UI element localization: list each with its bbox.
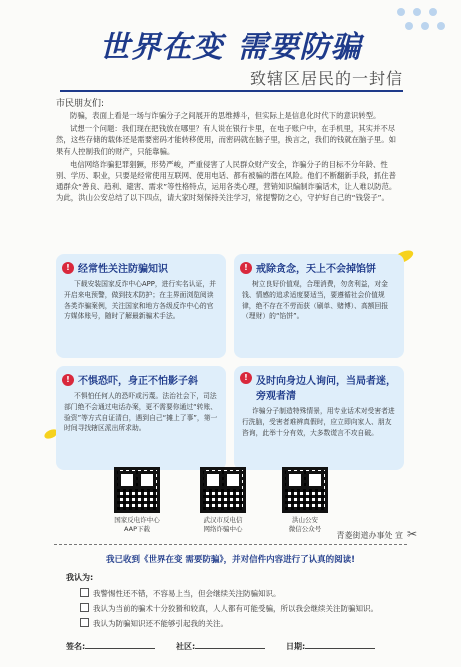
- title-part-1: 世界在变: [99, 30, 224, 65]
- letter-greeting: 市民朋友们:: [56, 99, 105, 109]
- date-label: 日期:: [286, 642, 306, 651]
- tip-card-intimidation: [56, 366, 226, 470]
- alert-icon: !: [62, 262, 74, 274]
- receipt-opinion-label: 我认为:: [66, 573, 94, 582]
- community-field[interactable]: [195, 640, 265, 649]
- qr-wuhan-center[interactable]: [196, 467, 250, 534]
- receipt-option[interactable]: 我警惕性还不错，不容易上当，但会继续关注防骗知识。: [80, 586, 378, 601]
- tip-body: 下载安装国家反诈中心APP，进行实名认证，并开启来电预警，做到技术防护；在主界面浏览阅读各类诈骗案例，关注国家和地方各级反诈中心的官方媒体账号，随时了解最新骗术手法。: [64, 280, 216, 321]
- letter-paragraph: 试想一个问题：我们现在把钱放在哪里？有人说在银行卡里，在电子账户中，在手机里，其实并不尽然，这些存储的载体还是需要密码才能转移使用，而密码就在脑子里，换言之，我们的钱就在脑子里。如果有人控制我们的财产，只能靠骗。: [56, 124, 396, 156]
- signoff: 青菱街道办事处 宣: [336, 531, 403, 540]
- tip-body: 诈骗分子制造特殊情景，用专业话术对受害者进行洗脑，受害者难辨真假时，应立即向家人、朋友咨询，此举十分有效，大多数谎言不攻自破。: [242, 407, 395, 437]
- receipt-option[interactable]: 我认为当前的骗术十分狡猾和较真，人人都有可能受骗，所以我会继续关注防骗知识。: [80, 601, 378, 616]
- tip-heading: 戒除贪念，天上不会掉馅饼: [256, 264, 376, 275]
- sign-field[interactable]: [85, 640, 155, 649]
- qr-code-row: [110, 467, 340, 547]
- page-title: [0, 22, 461, 66]
- tip-card-consult: [234, 366, 404, 470]
- alert-icon: !: [62, 374, 74, 386]
- tips-grid: [56, 254, 406, 484]
- cut-line: [54, 544, 407, 545]
- letter-body: [56, 110, 401, 206]
- tip-heading: 及时向身边人询问，当局者迷，旁观者清: [256, 376, 396, 402]
- qr-caption: 武汉市反电信 网络诈骗中心: [203, 516, 243, 533]
- title-divider: [60, 90, 403, 92]
- tip-heading: 不惧恐吓，身正不怕影子斜: [78, 376, 198, 387]
- scissors-icon: ✂: [406, 527, 417, 541]
- checkbox[interactable]: [80, 603, 89, 612]
- checkbox[interactable]: [80, 588, 89, 597]
- tip-body: 树立良好价值观，合理消费，勿贪利益，对金钱、情感的追求适度要适当，要遵循社会价值规律，绝不存在不劳而获（刷单、赌博）、高额回报（理财）的“馅饼”。: [242, 280, 389, 321]
- letter-paragraph: 电信网络诈骗犯罪猖獗，形势严峻，严重侵害了人民群众财产安全，诈骗分子的目标不分年龄、性别、学历、职业，只要是经常使用互联网、使用电话、都有被骗的潜在风险。他们不断翻新手段，抓住普通群众“善良、趋利、避害、需求”等性格特点，运用各类心理，营销知识编制诈骗话术，让人难以防范。为此，洪山公安总结了以下四点，请大家时刻保持关注学习，常提警防之心，守护好自己的“钱袋子”。: [56, 159, 397, 203]
- letter-paragraph: 防骗，表面上看是一场与诈骗分子之间展开的思维搏斗，但实际上是信息化时代下的意识转型。: [70, 111, 381, 120]
- sign-label: 签名:: [66, 642, 86, 651]
- qr-hongshan-police[interactable]: [278, 467, 332, 534]
- tip-heading: 经常性关注防骗知识: [78, 264, 168, 275]
- tip-body: 不惧怕任何人的恐吓或污蔑。法治社会下，司法部门绝不会通过电话办案，更不需要你通过“转账、验资”等方式自证清白，遇到自己“摊上了事”，第一时间寻找辖区派出所求助。: [64, 392, 218, 433]
- checkbox[interactable]: [80, 618, 89, 627]
- receipt-footer: [66, 640, 401, 652]
- receipt-options: [80, 586, 378, 631]
- title-part-2: 需要防骗: [237, 30, 362, 65]
- qr-code-icon: [282, 467, 328, 513]
- receipt-option[interactable]: 我认为防骗知识还不能够引起我的关注。: [80, 616, 378, 631]
- page-subtitle: 致辖区居民的一封信: [249, 69, 403, 88]
- alert-icon: !: [240, 372, 252, 384]
- qr-anti-fraud-app[interactable]: [110, 467, 164, 534]
- qr-code-icon: [200, 467, 246, 513]
- tip-card-knowledge: [56, 254, 226, 358]
- receipt-confirmation: 我已收到《世界在变 需要防骗》，并对信件内容进行了认真的阅读!: [105, 555, 356, 565]
- qr-code-icon: [114, 467, 160, 513]
- alert-icon: !: [240, 262, 252, 274]
- qr-caption: 国家反电诈中心 AAP下载: [114, 516, 160, 533]
- tip-card-greed: [234, 254, 404, 358]
- qr-caption: 洪山公安 微信公众号: [288, 516, 322, 533]
- community-label: 社区:: [176, 642, 196, 651]
- date-field[interactable]: [305, 640, 375, 649]
